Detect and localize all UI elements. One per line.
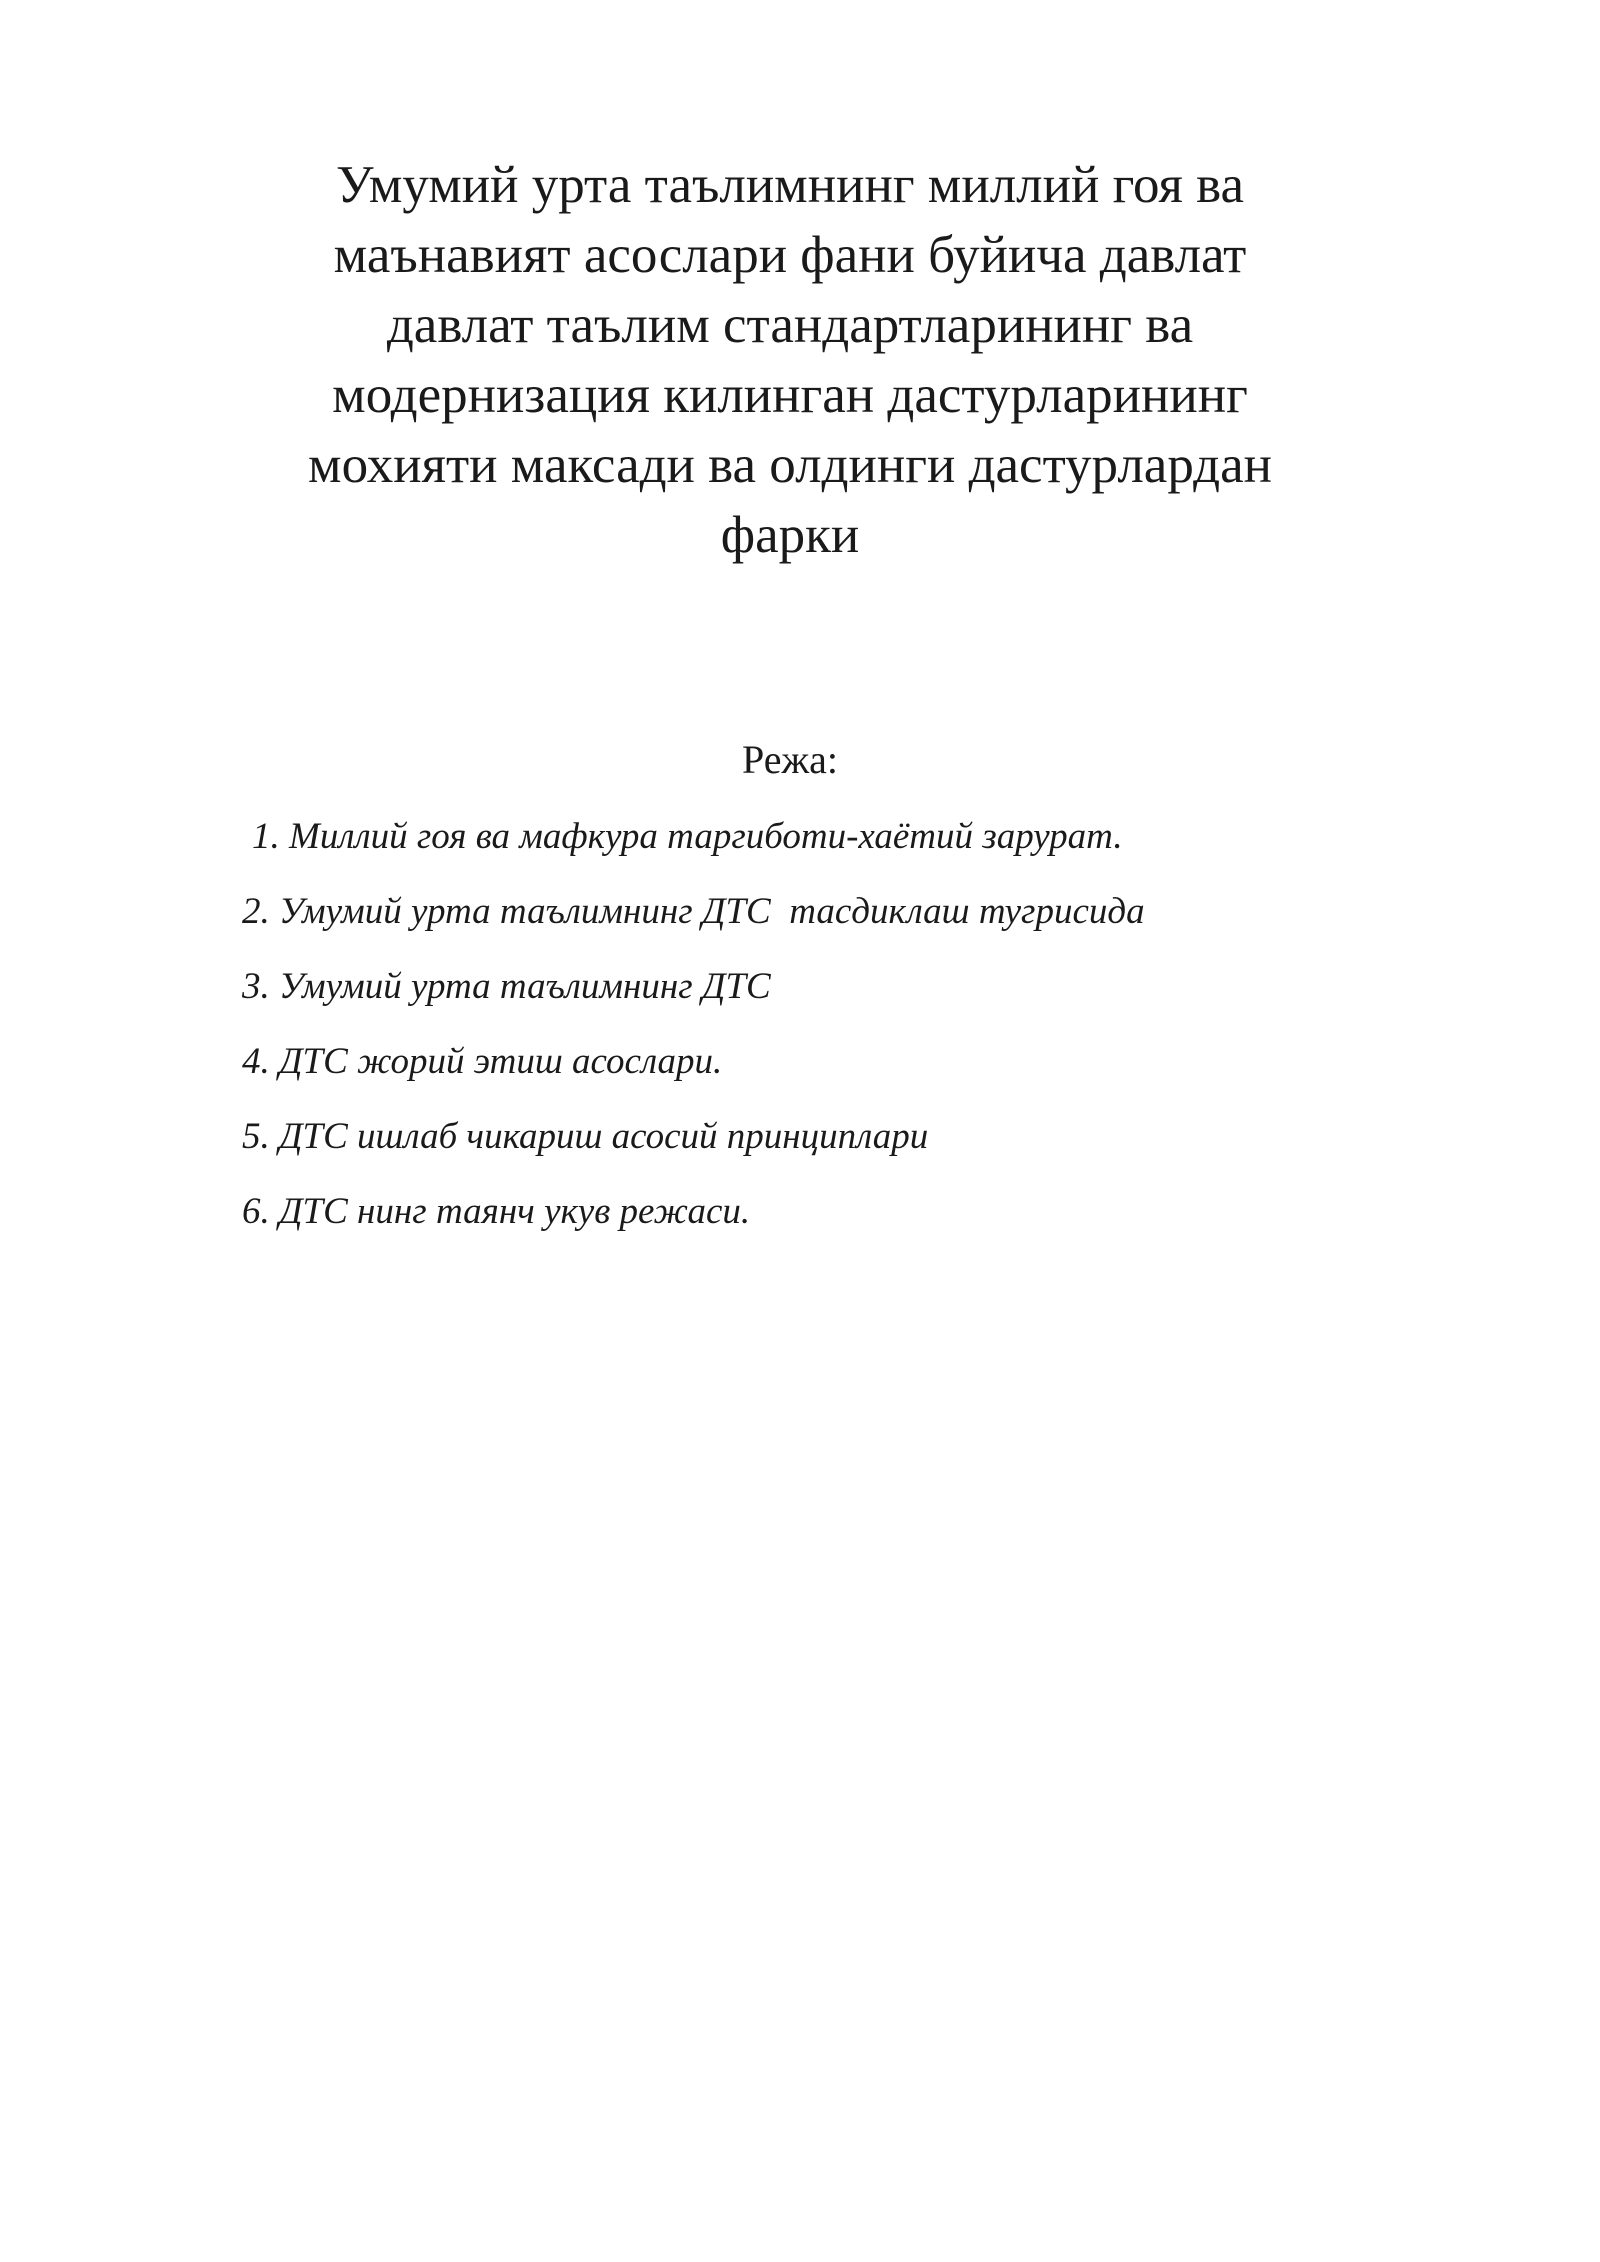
title-line: модернизация килинган дастурларининг — [332, 366, 1248, 424]
title-line: маънавият асослари фани буйича давлат — [333, 226, 1247, 284]
plan-list — [242, 812, 1145, 1262]
plan-item: 4. ДТС жорий этиш асослари. — [242, 1041, 723, 1082]
plan-item: 2. Умумий урта таълимнинг ДТС тасдиклаш тугрисида — [242, 891, 1145, 932]
title-line: давлат таълим стандартларининг ва — [386, 296, 1194, 354]
plan-heading: Режа: — [742, 737, 838, 782]
plan-item: 6. ДТС нинг таянч укув режаси. — [242, 1191, 751, 1232]
plan-item: 1. Миллий гоя ва мафкура таргиботи-хаётий зарурат. — [252, 816, 1123, 857]
title-line: Умумий урта таълимнинг миллий гоя ва — [336, 156, 1244, 214]
title-line: мохияти максади ва олдинги дастурлардан — [308, 436, 1272, 494]
document-title — [200, 150, 1380, 570]
title-line: фарки — [720, 506, 860, 564]
plan-item: 3. Умумий урта таълимнинг ДТС — [242, 966, 771, 1007]
plan-item: 5. ДТС ишлаб чикариш асосий принциплари — [242, 1116, 929, 1157]
